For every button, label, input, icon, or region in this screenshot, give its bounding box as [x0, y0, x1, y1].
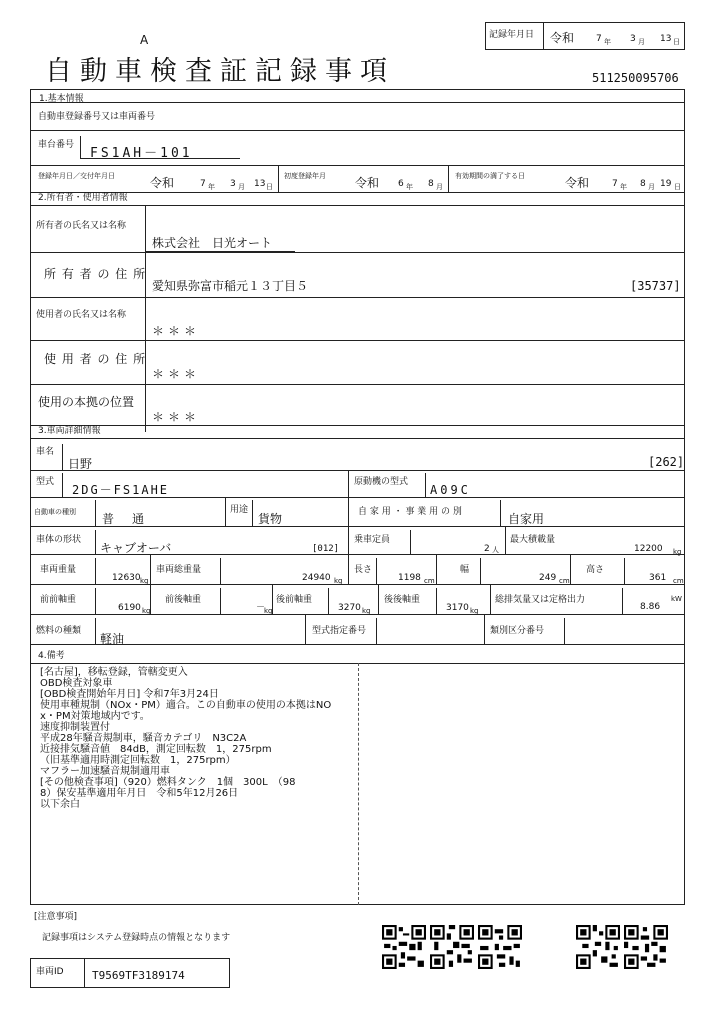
max-load-value: 12200: [634, 544, 663, 554]
section-2-title: 2.所有者・使用者情報: [38, 193, 128, 203]
use-value: 貨物: [258, 512, 283, 526]
vehicle-id-value: T9569TF3189174: [92, 969, 185, 982]
first-reg-year: 6: [398, 179, 404, 189]
month-unit: 月: [638, 38, 645, 46]
gross-weight-value: 24940: [302, 573, 331, 583]
reg-date-label: 登録年月日／交付年月日: [38, 172, 115, 180]
body-shape-value: キャブオーバ: [100, 541, 172, 555]
month-unit: 月: [436, 183, 443, 191]
engine-label: 原動機の型式: [354, 477, 409, 487]
remark-line: 使用車種規制（NOx・PM）適合。この自動車の使用の本拠はNO: [40, 700, 332, 711]
user-name-label: 使用者の氏名又は名称: [36, 310, 127, 320]
use-label: 用途: [230, 505, 249, 515]
cm-unit: cm: [424, 577, 435, 585]
owner-address-code: [35737]: [630, 279, 681, 293]
first-reg-label: 初度登録年月: [284, 172, 326, 180]
remark-line: 近接排気騒音値 84dB，測定回転数 1，275rpm: [40, 744, 272, 755]
owner-name: 株式会社 日光オート: [152, 236, 273, 250]
reg-date-month: 3: [230, 179, 236, 189]
first-reg-era: 令和: [355, 176, 380, 190]
year-unit: 年: [604, 38, 611, 46]
kind-value: 普 通: [102, 512, 148, 526]
remark-line: 以下余白: [40, 799, 80, 810]
category-label: 類別区分番号: [490, 626, 545, 636]
expiry-month: 8: [640, 179, 646, 189]
max-load-label: 最大積載量: [510, 535, 556, 545]
engine-model: A09C: [430, 483, 471, 497]
remark-line: マフラー加速騒音規制適用車: [40, 766, 170, 777]
record-date-year: 7: [596, 34, 602, 44]
notes-text: 記録事項はシステム登録時点の情報となります: [42, 933, 231, 943]
front-rear-axle-value: －: [256, 603, 266, 613]
weight-value: 12630: [112, 573, 141, 583]
remark-line: x・PM対策地域内です。: [40, 711, 150, 722]
capacity-label: 乗車定員: [354, 535, 391, 545]
record-date-label: 記録年月日: [489, 30, 535, 40]
document-number: 511250095706: [592, 71, 679, 85]
kg-unit: kg: [673, 548, 682, 556]
cm-unit: cm: [559, 577, 570, 585]
qr-code-5-icon: [624, 925, 668, 969]
remark-line: （旧基準適用時測定回転数 1，275rpm）: [40, 755, 236, 766]
length-label: 長さ: [354, 565, 373, 575]
width-value: 249: [539, 573, 557, 583]
document-title: 自動車検査証記録事項: [45, 56, 395, 87]
day-unit: 日: [674, 183, 681, 191]
year-unit: 年: [406, 183, 413, 191]
capacity-unit: 人: [492, 546, 499, 554]
reg-date-year: 7: [200, 179, 206, 189]
displacement-label: 総排気量又は定格出力: [495, 595, 586, 605]
model-value: 2DG－FS1AHE: [72, 483, 170, 497]
body-shape-code: [012]: [312, 544, 340, 554]
user-name: ＊＊＊: [152, 324, 201, 338]
qr-code-1-icon: [382, 925, 426, 969]
reg-date-era: 令和: [150, 176, 175, 190]
private-label: 自 家 用 ・ 事 業 用 の 別: [358, 507, 462, 517]
month-unit: 月: [648, 183, 655, 191]
fuel-label: 燃料の種類: [36, 626, 82, 636]
notes-heading: [注意事項]: [34, 912, 78, 922]
reg-date-day: 13: [254, 179, 266, 189]
month-unit: 月: [238, 183, 245, 191]
chassis-label: 車台番号: [38, 140, 75, 150]
remark-line: [その他検査事項]（920）燃料タンク 1個 300L （98: [40, 777, 296, 788]
expiry-day: 19: [660, 179, 672, 189]
displacement-value: 8.86: [640, 602, 661, 612]
form-mark: A: [140, 33, 149, 47]
kind-label: 自動車の種別: [34, 508, 76, 516]
model-label: 型式: [36, 477, 55, 487]
owner-name-label: 所有者の氏名又は名称: [36, 221, 127, 231]
record-date-day: 13: [660, 34, 672, 44]
kg-unit: kg: [142, 607, 151, 615]
record-date-era: 令和: [550, 31, 575, 45]
qr-code-2-icon: [430, 925, 474, 969]
expiry-era: 令和: [565, 176, 590, 190]
owner-address: 愛知県弥富市稲元１３丁目５: [152, 279, 309, 293]
fuel-value: 軽油: [100, 632, 125, 646]
rear-front-axle-label: 後前軸重: [276, 595, 313, 605]
remarks-block: [34, 668, 364, 808]
day-unit: 日: [673, 38, 680, 46]
section-3-title: 3.車両詳細情報: [38, 426, 101, 436]
section-basic-info-heading: [30, 89, 685, 102]
year-unit: 年: [208, 183, 215, 191]
front-front-axle-label: 前前軸重: [40, 595, 77, 605]
remark-line: 8）保安基準適用年月日 令和5年12月26日: [40, 788, 239, 799]
owner-address-label: 所 有 者 の 住 所: [44, 267, 147, 281]
remark-line: 速度抑制装置付: [40, 722, 110, 733]
remark-line: OBD検査対象車: [40, 678, 113, 689]
weight-label: 車両重量: [40, 565, 77, 575]
type-approval-label: 型式指定番号: [312, 626, 367, 636]
height-value: 361: [649, 573, 667, 583]
kg-unit: kg: [140, 577, 149, 585]
chassis-number: FS1AH－101: [90, 146, 193, 161]
private-value: 自家用: [508, 512, 545, 526]
reg-number-label: 自動車登録番号又は車両番号: [38, 112, 156, 122]
rear-front-axle-value: 3270: [338, 603, 361, 613]
maker-name: 日野: [68, 457, 93, 471]
cm-unit: cm: [673, 577, 684, 585]
kg-unit: kg: [334, 577, 343, 585]
capacity-value: 2: [484, 544, 490, 554]
section-4-title: 4.備考: [38, 651, 65, 661]
maker-code: [262]: [648, 455, 685, 469]
qr-code-3-icon: [478, 925, 522, 969]
body-shape-label: 車体の形状: [36, 535, 82, 545]
remark-line: [OBD検査開始年月日] 令和7年3月24日: [40, 689, 219, 700]
remark-line: [名古屋]，移転登録，管轄変更入: [40, 667, 188, 678]
gross-weight-label: 車両総重量: [156, 565, 202, 575]
record-date-month: 3: [630, 34, 636, 44]
width-label: 幅: [460, 565, 470, 575]
displacement-unit: kW: [671, 595, 682, 603]
qr-code-4-icon: [576, 925, 620, 969]
base-location: ＊＊＊: [152, 410, 201, 424]
front-front-axle-value: 6190: [118, 603, 141, 613]
front-rear-axle-label: 前後軸重: [165, 595, 202, 605]
kg-unit: kg: [362, 607, 371, 615]
height-label: 高さ: [586, 565, 605, 575]
maker-label: 車名: [36, 447, 55, 457]
length-value: 1198: [398, 573, 421, 583]
remark-line: 平成28年騒音規制車，騒音カテゴリ N3C2A: [40, 733, 247, 744]
user-address: ＊＊＊: [152, 367, 201, 381]
rear-rear-axle-value: 3170: [446, 603, 469, 613]
day-unit: 日: [266, 183, 273, 191]
base-location-label: 使用の本拠の位置: [38, 395, 135, 409]
kg-unit: kg: [264, 607, 273, 615]
year-unit: 年: [620, 183, 627, 191]
section-1-title: 1.基本情報: [39, 94, 84, 104]
kg-unit: kg: [470, 607, 479, 615]
rear-rear-axle-label: 後後軸重: [384, 595, 421, 605]
user-address-label: 使 用 者 の 住 所: [44, 352, 147, 366]
expiry-label: 有効期間の満了する日: [455, 172, 525, 180]
expiry-year: 7: [612, 179, 618, 189]
first-reg-month: 8: [428, 179, 434, 189]
vehicle-id-label: 車両ID: [36, 967, 64, 977]
